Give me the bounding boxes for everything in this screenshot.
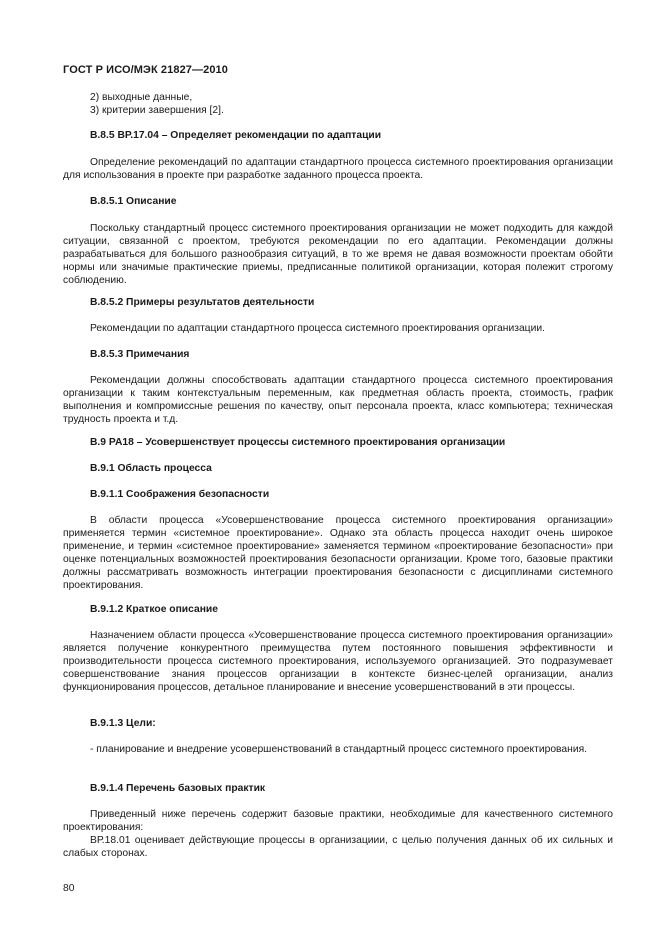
document-header: ГОСТ Р ИСО/МЭК 21827—2010	[63, 64, 228, 76]
heading-b8-5-2: В.8.5.2 Примеры результатов деятельности	[90, 297, 315, 308]
paragraph-b8-5-3: Рекомендации должны способствовать адаптации стандартного процесса системного проектирования организации к таким контекстуальным переменным, как предметная область проекта, стоимость, график выполнения и компромиссные решения по качеству, опыт персонала проекта, класс компьютера; техническая трудность проекта и т.д.	[63, 375, 613, 425]
heading-b9-1-1: В.9.1.1 Соображения безопасности	[90, 489, 270, 500]
heading-b9-1-4: В.9.1.4 Перечень базовых практик	[90, 783, 266, 794]
paragraph-b9-1-3: - планирование и внедрение усовершенствований в стандартный процесс системного проектирования.	[90, 744, 588, 755]
heading-b9: В.9 PA18 – Усовершенствует процессы системного проектирования организации	[90, 437, 506, 448]
heading-b9-1-3: В.9.1.3 Цели:	[90, 718, 156, 729]
list-item-criteria: 3) критерии завершения [2].	[90, 105, 224, 116]
paragraph-b9-1-2: Назначением области процесса «Усовершенствование процесса системного проектирования организации» является получение конкурентного преимущества путем постоянного повышения эффективности и производительности процесса системного проектирования, используемого организацией. Это подразумевает совершенствование знания процессов организации в контексте бизнес-целей организации, анализ функционирования процессов, детальное планирование и внесение усовершенствований в эти процессы.	[63, 630, 613, 693]
heading-b8-5: В.8.5 ВР.17.04 – Определяет рекомендации по адаптации	[90, 130, 382, 141]
list-item-bp-18-01: ВР.18.01 оценивает действующие процессы в организациии, с целью получения данных об их сильных и слабых сторонах.	[63, 835, 613, 859]
paragraph-b9-1-4: Приведенный ниже перечень содержит базовые практики, необходимые для качественного системного проектирования:	[63, 809, 613, 833]
heading-b9-1-2: В.9.1.2 Краткое описание	[90, 604, 218, 615]
paragraph-b9-1-1: В области процесса «Усовершенствование процесса системного проектирования организации» применяется термин «системное проектирование». Однако эта область процесса находит очень широкое применение, и термин «системное проектирование» заменяется термином «проектирование безопасности» при оценке потенциальных возможностей проектирования безопасности организации. Кроме того, базовые практики должны рассматривать возможность интеграции проектирования безопасности с дисциплинами системного проектирования.	[63, 515, 613, 591]
heading-b9-1: В.9.1 Область процесса	[90, 463, 212, 474]
heading-b8-5-3: В.8.5.3 Примечания	[90, 349, 190, 360]
list-item-outputs: 2) выходные данные,	[90, 92, 193, 103]
paragraph-b8-5: Определение рекомендаций по адаптации стандартного процесса системного проектирования организации для использования в проекте при разработке заданного процесса проекта.	[63, 157, 613, 181]
heading-b8-5-1: В.8.5.1 Описание	[90, 196, 177, 207]
page-number: 80	[63, 883, 75, 894]
paragraph-b8-5-2: Рекомендации по адаптации стандартного процесса системного проектирования организации.	[90, 323, 545, 334]
paragraph-b8-5-1: Поскольку стандартный процесс системного проектирования организации не может подходить для каждой ситуации, связанной с проектом, требуются рекомендации по его адаптации. Рекомендации должны разрабатываться для большого разнообразия ситуаций, в то же время не давая возможности проектам обойти нормы или значимые практические приемы, предписанные политикой организации, которая полежит строгому соблюдению.	[63, 223, 613, 286]
